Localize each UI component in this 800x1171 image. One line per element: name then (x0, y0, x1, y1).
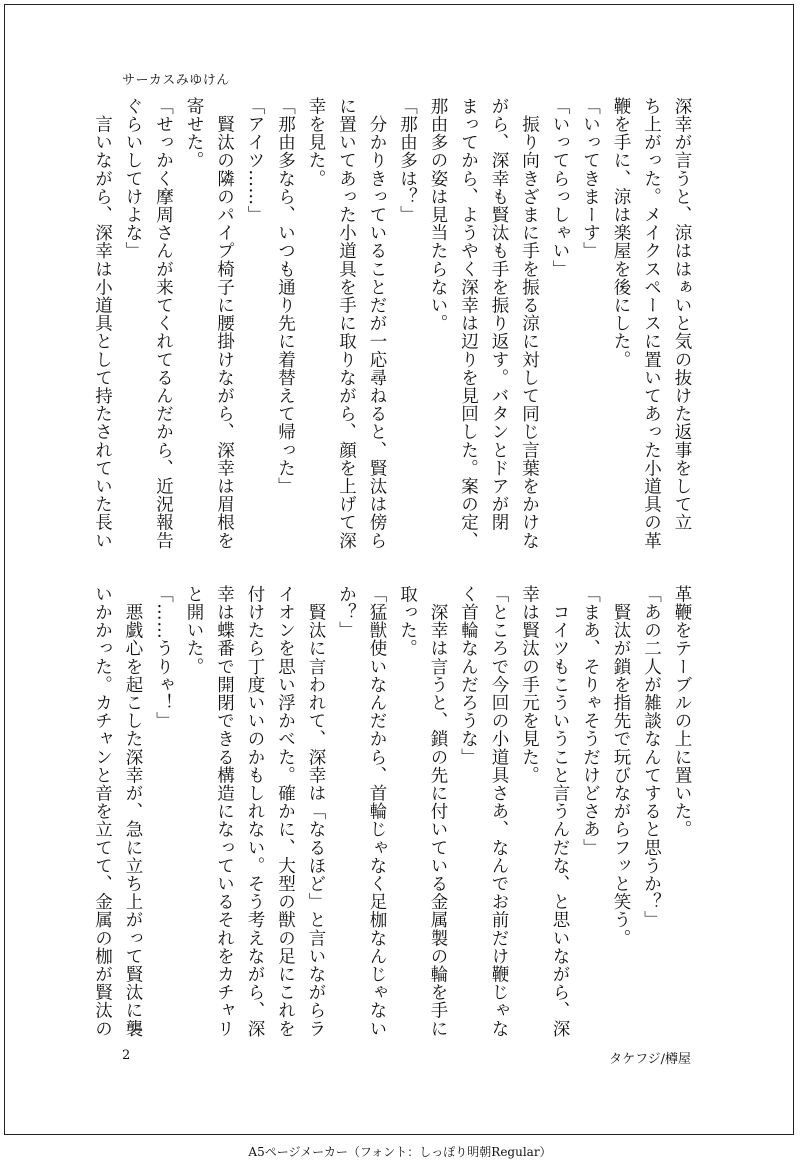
header-title: サーカスみゆけん (122, 73, 230, 88)
text-column: 賢汰が鎖を指先で玩びながらフッと笑う。 (611, 585, 631, 947)
text-column: コイツもこういうこと言うんだな、と思いながら、深 (550, 585, 570, 1038)
text-column: 「いってきまーす」 (580, 97, 601, 260)
text-column: 付けたら丁度いいのかもしれない。そう考えながら、深 (245, 585, 265, 1038)
text-block-bottom (92, 585, 697, 1038)
text-column: 取った。 (397, 585, 418, 658)
text-column: 「那由多は？」 (397, 97, 418, 224)
text-block-top (92, 97, 697, 557)
text-column: 「アイツ……」 (245, 97, 265, 224)
text-column: 深幸は言うと、鎖の先に付いている金属製の輪を手に (428, 585, 448, 1038)
text-column: 言いながら、深幸は小道具として持たされていた長い (92, 97, 113, 550)
text-column: 「……うりゃ！」 (153, 585, 174, 730)
text-column: 「いってらっしゃい」 (550, 97, 570, 278)
text-column: か？」 (336, 585, 357, 640)
text-column: ぐらいしてけよな」 (123, 97, 143, 260)
text-column: まってから、ようやく深幸は辺りを見回した。案の定、 (458, 97, 479, 550)
footer-caption: A5ページメーカー（フォント：しっぽり明朝Regular） (248, 1145, 552, 1159)
text-column: 賢汰に言われて、深幸は「なるほど」と言いながらラ (306, 585, 326, 1038)
text-column: 「猛獣使いなんだから、首輪じゃなく足枷なんじゃない (367, 585, 387, 1038)
text-column: 幸は賢汰の手元を見た。 (519, 585, 540, 785)
text-column: に置いてあった小道具を手に取りながら、顔を上げて深 (336, 97, 357, 550)
text-column: イオンを思い浮かべた。確かに、大型の獣の足にこれを (275, 585, 296, 1038)
text-column: ち上がった。メイクスペースに置いてあった小道具の革 (641, 97, 662, 550)
text-column: 幸は蝶番で開閉できる構造になっているそれをカチャリ (214, 585, 235, 1038)
text-column: いかかった。カチャンと音を立てて、金属の枷が賢汰の (92, 585, 113, 1038)
text-column: 「せっかく摩周さんが来てくれてるんだから、近況報告 (153, 97, 174, 550)
author-credit: タケフジ/樽屋 (609, 1052, 691, 1067)
text-column: 那由多の姿は見当たらない。 (428, 97, 448, 333)
text-column: 深幸が言うと、涼ははぁいと気の抜けた返事をして立 (672, 97, 692, 532)
text-column: 「まあ、そりゃそうだけどさあ」 (580, 585, 601, 857)
text-column: く首輪なんだろうな」 (458, 585, 479, 766)
text-column: 「あの二人が雑談なんてすると思うか？」 (641, 585, 662, 929)
text-column: 悪戯心を起こした深幸が、急に立ち上がって賢汰に襲 (123, 585, 143, 1038)
text-column: 革鞭をテーブルの上に置いた。 (672, 585, 692, 839)
text-column: 賢汰の隣のパイプ椅子に腰掛けながら、深幸は眉根を (214, 97, 235, 550)
text-column: 「ところで今回の小道具さあ、なんでお前だけ鞭じゃな (489, 585, 509, 1038)
text-column: 鞭を手に、涼は楽屋を後にした。 (611, 97, 631, 369)
text-column: がら、深幸も賢汰も手を振り返す。バタンとドアが閉 (489, 97, 509, 532)
text-column: 寄せた。 (184, 97, 204, 170)
text-column: 「那由多なら、いつも通り先に着替えて帰った」 (275, 97, 296, 496)
text-column: 幸を見た。 (306, 97, 326, 188)
page-frame (4, 4, 794, 1135)
page-number: 2 (122, 1048, 131, 1063)
text-column: 分かりきっていることだが一応尋ねると、賢汰は傍ら (367, 97, 387, 550)
text-column: 振り向きざまに手を振る涼に対して同じ言葉をかけな (519, 97, 540, 550)
text-column: と開いた。 (184, 585, 204, 676)
